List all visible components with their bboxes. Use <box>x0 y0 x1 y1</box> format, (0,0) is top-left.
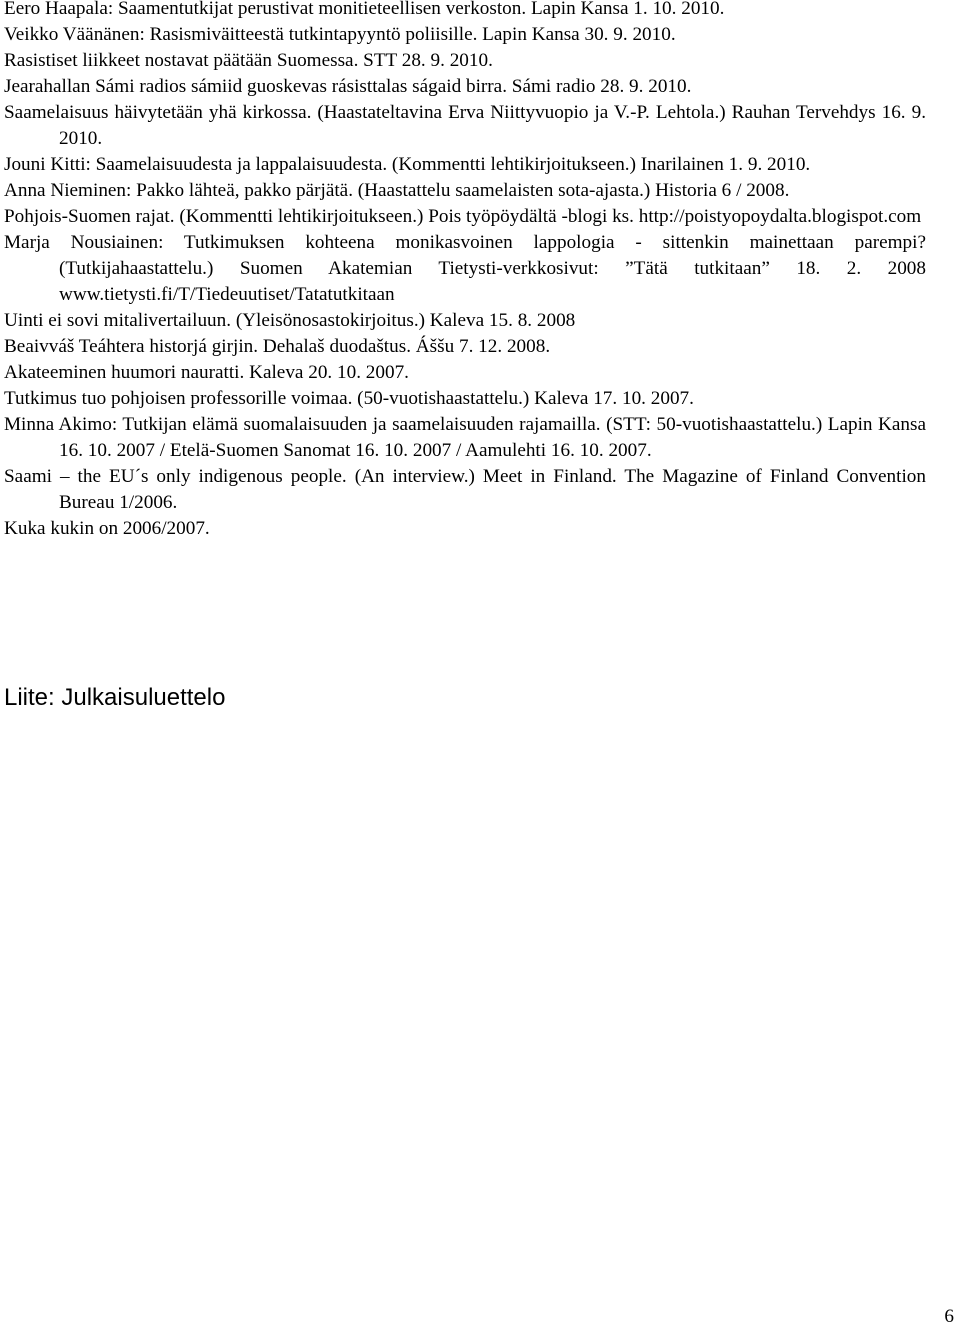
reference-entry: Anna Nieminen: Pakko lähteä, pakko pärjätä. (Haastattelu saamelaisten sota-ajasta.) Historia 6 / 2008. <box>4 180 790 201</box>
reference-entry: Akateeminen huumori nauratti. Kaleva 20. 10. 2007. <box>4 362 409 383</box>
reference-entry: Jearahallan Sámi radios sámiid guoskevas rásisttalas ságaid birra. Sámi radio 28. 9. 2010. <box>4 76 692 97</box>
appendix-heading: Liite: Julkaisuluettelo <box>4 684 226 711</box>
reference-entry: Kuka kukin on 2006/2007. <box>4 518 210 539</box>
reference-entry: Jouni Kitti: Saamelaisuudesta ja lappalaisuudesta. (Kommentti lehtikirjoitukseen.) Inarilainen 1. 9. 2010. <box>4 154 811 175</box>
reference-entry: Minna Akimo: Tutkijan elämä suomalaisuuden ja saamelaisuuden rajamailla. (STT: 50-vuotishaastattelu.) Lapin Kansa 16. 10. 2007 / Etelä-Suomen Sanomat 16. 10. 2007 / Aamulehti 16. 10. 2007. <box>4 414 926 461</box>
reference-entry: Pohjois-Suomen rajat. (Kommentti lehtikirjoitukseen.) Pois työpöydältä -blogi ks. http://poistyopoydalta.blogispot.com <box>4 206 922 227</box>
reference-list <box>4 0 926 542</box>
reference-entry: Uinti ei sovi mitalivertailuun. (Yleisönosastokirjoitus.) Kaleva 15. 8. 2008 <box>4 310 576 331</box>
reference-entry: Eero Haapala: Saamentutkijat perustivat monitieteellisen verkoston. Lapin Kansa 1. 10. 2010. <box>4 0 725 19</box>
reference-entry: Saami – the EU´s only indigenous people. (An interview.) Meet in Finland. The Magazine of Finland Convention Bureau 1/2006. <box>4 466 926 513</box>
reference-entry: Veikko Väänänen: Rasismiväitteestä tutkintapyyntö poliisille. Lapin Kansa 30. 9. 2010. <box>4 24 676 45</box>
reference-entry: Rasistiset liikkeet nostavat päätään Suomessa. STT 28. 9. 2010. <box>4 50 493 71</box>
reference-entry: Beaivváš Teáhtera historjá girjin. Dehalaš duodaštus. Áššu 7. 12. 2008. <box>4 336 551 357</box>
reference-entry: Marja Nousiainen: Tutkimuksen kohteena monikasvoinen lappologia - sittenkin mainettaan parempi? (Tutkijahaastattelu.) Suomen Akatemian Tietysti-verkkosivut: ”Tätä tutkitaan” 18. 2. 2008 www.tietysti.fi/T/Tiedeuutiset/Tatatutkitaan <box>4 232 926 305</box>
reference-entry: Saamelaisuus häivytetään yhä kirkossa. (Haastateltavina Erva Niittyvuopio ja V.-P. Lehtola.) Rauhan Tervehdys 16. 9. 2010. <box>4 102 926 149</box>
page-number: 6 <box>944 1306 954 1327</box>
reference-entry: Tutkimus tuo pohjoisen professorille voimaa. (50-vuotishaastattelu.) Kaleva 17. 10. 2007. <box>4 388 694 409</box>
